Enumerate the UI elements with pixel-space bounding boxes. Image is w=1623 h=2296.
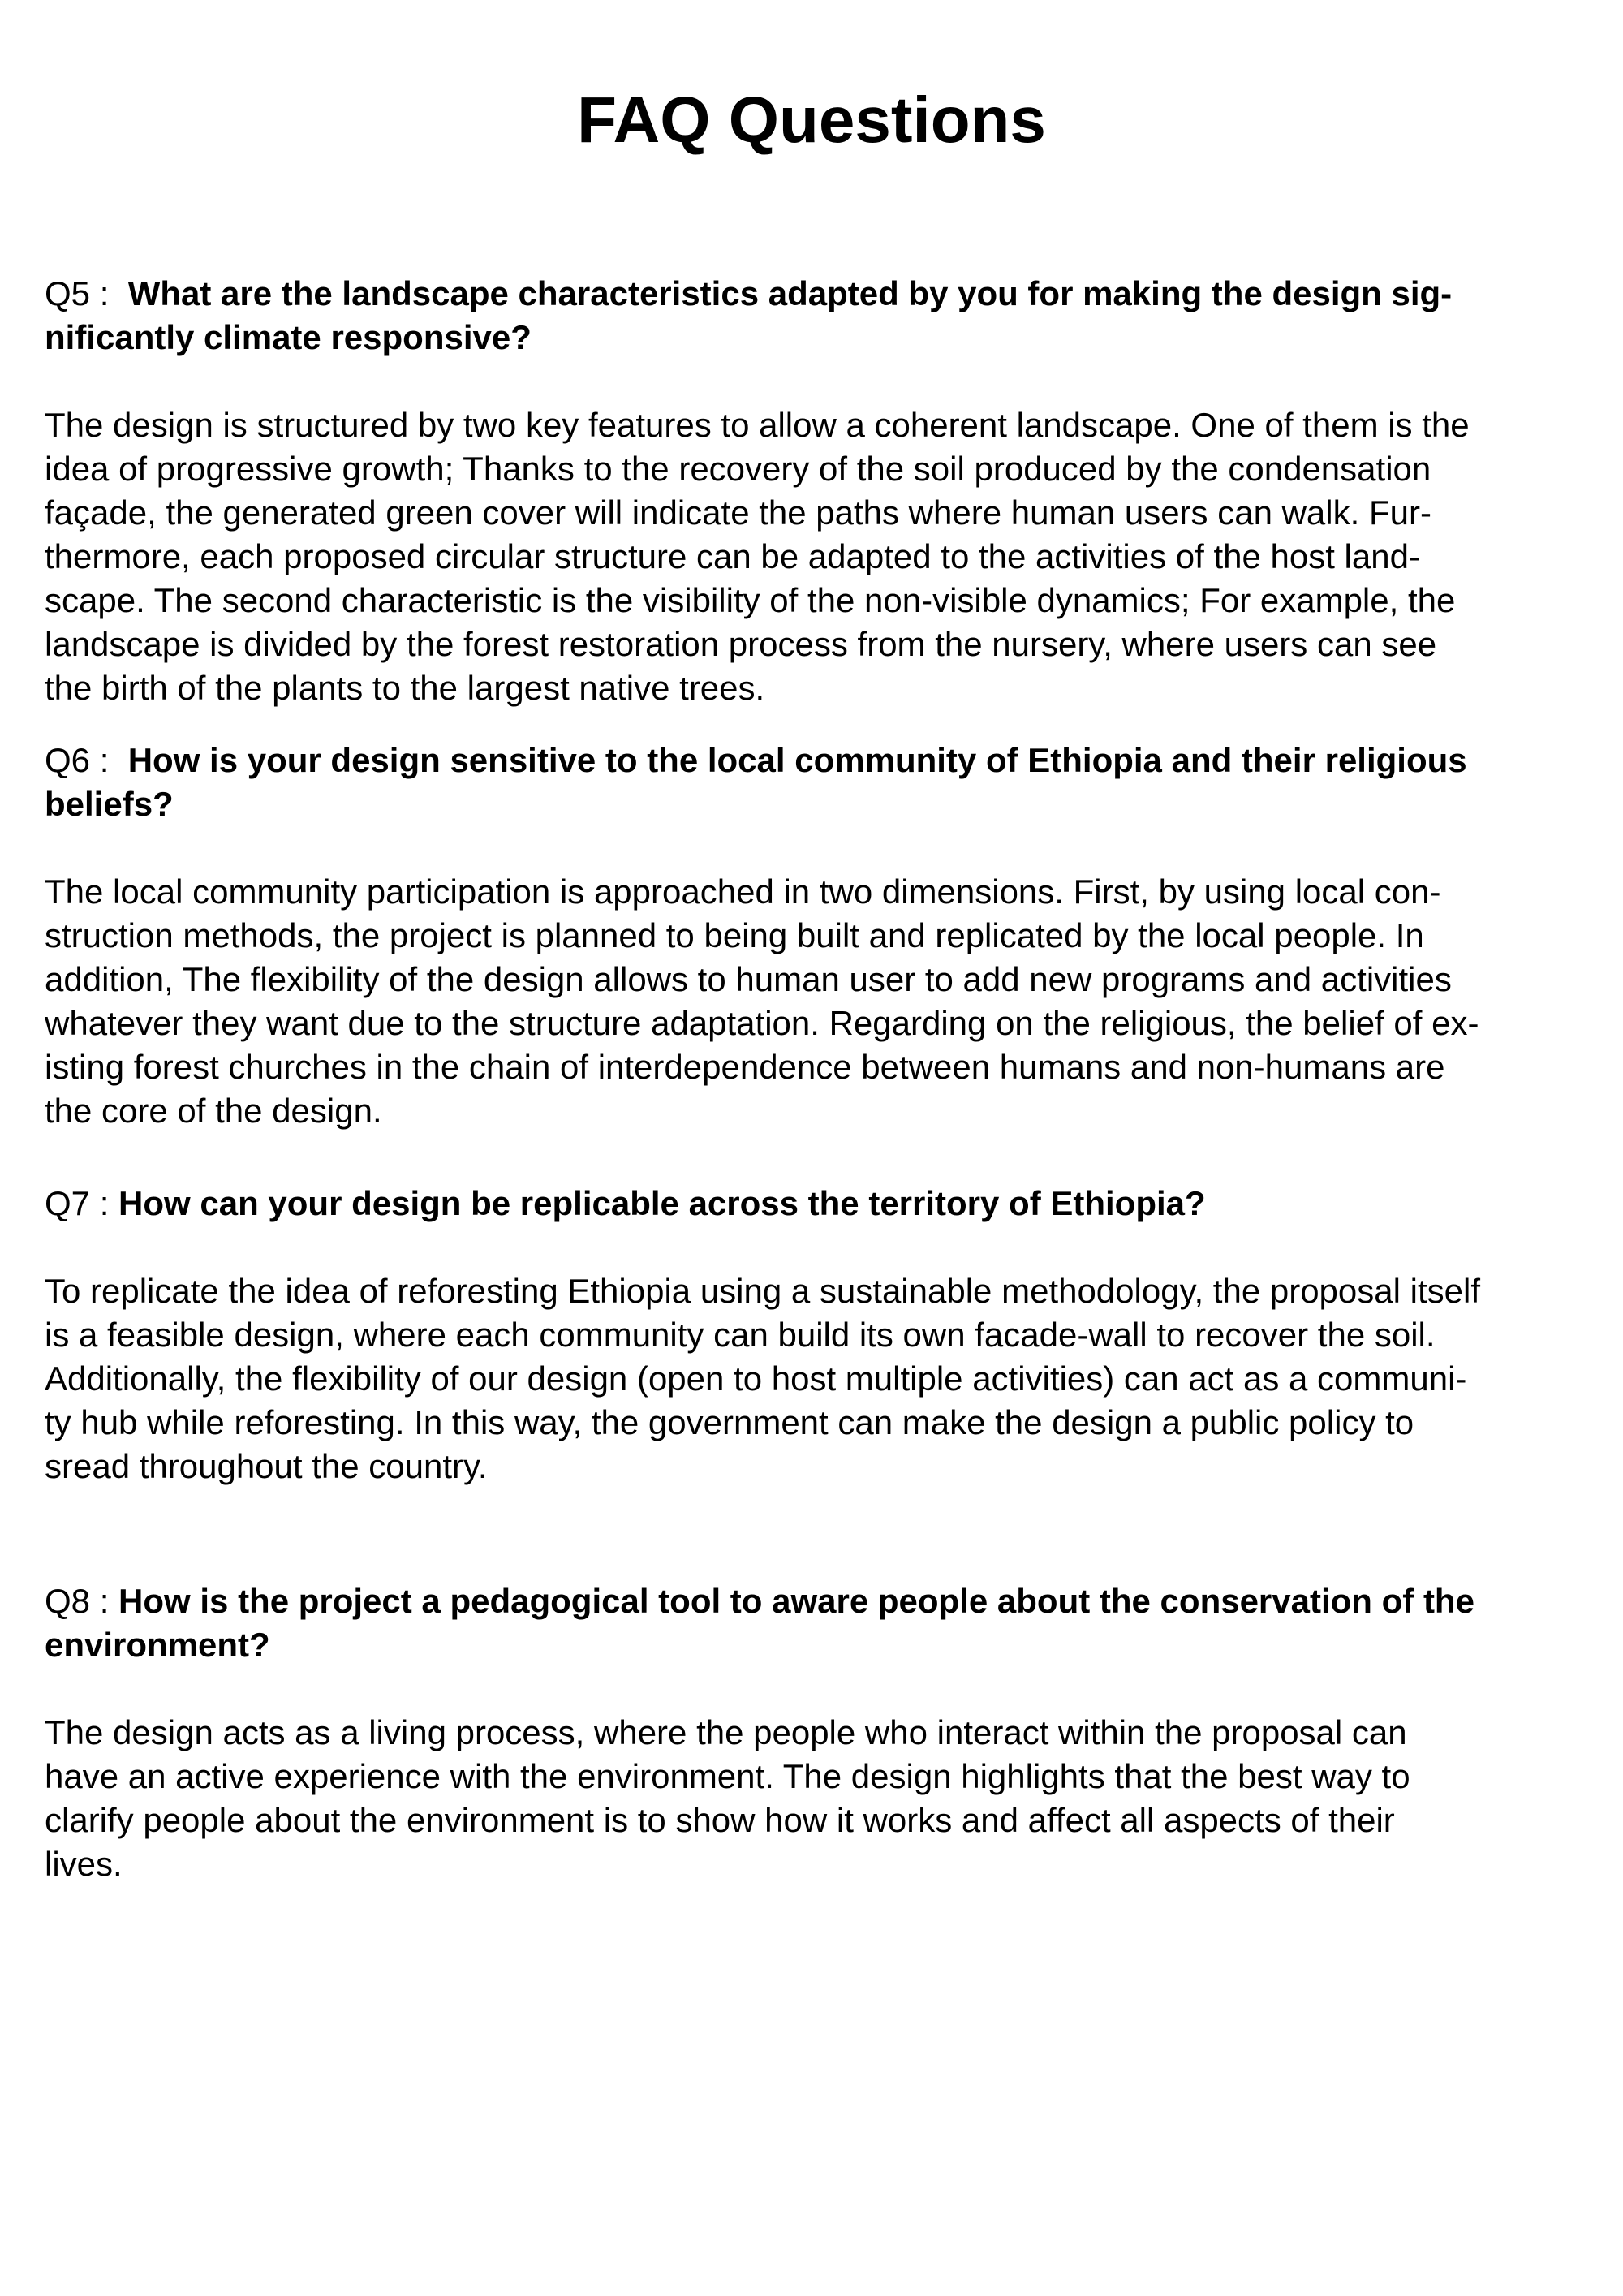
answer-line: scape. The second characteristic is the visibility of the non-visible dynamics; For example, the — [45, 581, 1456, 619]
question-number: Q8 : — [45, 1582, 110, 1620]
answer-line: isting forest churches in the chain of interdependence between humans and non-humans are — [45, 1048, 1445, 1086]
answer-line: the birth of the plants to the largest native trees. — [45, 669, 765, 707]
answer-line: idea of progressive growth; Thanks to the recovery of the soil produced by the condensation — [45, 450, 1431, 488]
answer-line: sread throughout the country. — [45, 1447, 488, 1485]
faq-question — [45, 1182, 1586, 1226]
faq-answer — [45, 1269, 1586, 1488]
faq-item-q7 — [45, 1182, 1586, 1488]
question-number: Q6 : — [45, 741, 110, 779]
answer-line: addition, The flexibility of the design allows to human user to add new programs and activities — [45, 960, 1452, 998]
question-text-line: beliefs? — [45, 785, 174, 823]
question-text-line: How can your design be replicable across the territory of Ethiopia? — [118, 1184, 1206, 1222]
page-title: FAQ Questions — [577, 84, 1046, 156]
answer-line: the core of the design. — [45, 1092, 382, 1130]
question-text-line: nificantly climate responsive? — [45, 318, 532, 356]
faq-answer — [45, 870, 1586, 1133]
faq-question — [45, 1579, 1586, 1667]
answer-line: clarify people about the environment is to show how it works and affect all aspects of their — [45, 1801, 1395, 1839]
answer-line: Additionally, the flexibility of our design (open to host multiple activities) can act as a communi- — [45, 1359, 1467, 1398]
question-text-line: How is your design sensitive to the local community of Ethiopia and their religious — [127, 741, 1467, 779]
answer-line: façade, the generated green cover will indicate the paths where human users can walk. Fur- — [45, 493, 1431, 532]
answer-line: struction methods, the project is planned to being built and replicated by the local people. In — [45, 916, 1424, 954]
answer-line: landscape is divided by the forest restoration process from the nursery, where users can see — [45, 625, 1437, 663]
faq-answer — [45, 403, 1586, 710]
answer-line: whatever they want due to the structure adaptation. Regarding on the religious, the belief of ex- — [45, 1004, 1479, 1042]
question-number: Q5 : — [45, 274, 110, 312]
answer-line: The design acts as a living process, where the people who interact within the proposal can — [45, 1713, 1407, 1751]
faq-item-q5 — [45, 272, 1586, 710]
faq-answer — [45, 1711, 1586, 1886]
question-text-line: What are the landscape characteristics adapted by you for making the design sig- — [127, 274, 1453, 312]
question-text-line: environment? — [45, 1626, 270, 1664]
faq-item-q6 — [45, 739, 1586, 1133]
question-text-line: How is the project a pedagogical tool to aware people about the conservation of the — [118, 1582, 1474, 1620]
faq-question — [45, 739, 1586, 826]
answer-line: To replicate the idea of reforesting Ethiopia using a sustainable methodology, the proposal itself — [45, 1272, 1480, 1310]
answer-line: is a feasible design, where each community can build its own facade-wall to recover the soil. — [45, 1316, 1436, 1354]
question-number: Q7 : — [45, 1184, 110, 1222]
answer-line: lives. — [45, 1845, 123, 1883]
faq-item-q8 — [45, 1579, 1586, 1886]
answer-line: The design is structured by two key features to allow a coherent landscape. One of them is the — [45, 406, 1470, 444]
faq-question — [45, 272, 1586, 360]
answer-line: ty hub while reforesting. In this way, the government can make the design a public policy to — [45, 1403, 1414, 1441]
answer-line: thermore, each proposed circular structure can be adapted to the activities of the host land- — [45, 537, 1420, 575]
answer-line: The local community participation is approached in two dimensions. First, by using local con- — [45, 872, 1441, 911]
answer-line: have an active experience with the environment. The design highlights that the best way to — [45, 1757, 1410, 1795]
